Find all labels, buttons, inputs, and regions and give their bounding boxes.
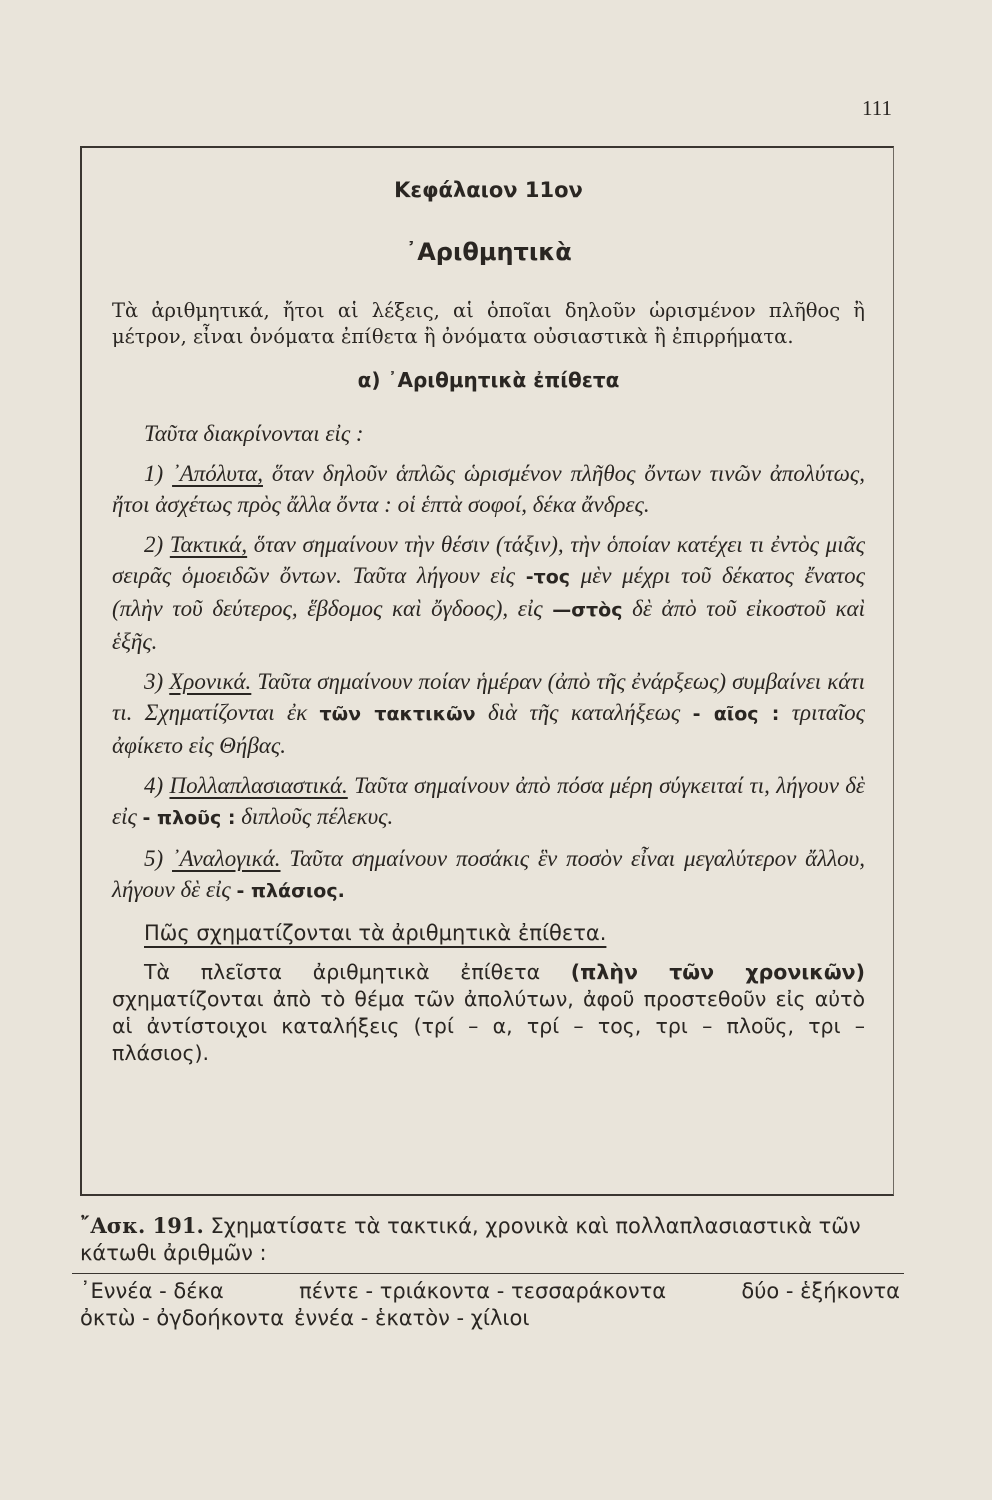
numbers-row-2 xyxy=(80,1305,900,1332)
page-title: ᾿Αριθμητικὰ xyxy=(405,238,572,266)
formation-heading xyxy=(144,921,865,945)
item-number: 3) xyxy=(144,669,170,694)
numbers-row-1 xyxy=(80,1278,900,1305)
item-term: Πολλαπλασιαστικά. xyxy=(169,773,348,798)
exercise-numbers xyxy=(80,1278,900,1332)
item-number: 2) xyxy=(144,532,170,557)
chapter-heading: Κεφάλαιον 11ον xyxy=(394,178,583,202)
item-text: διπλοῦς πέλεκυς. xyxy=(235,804,394,829)
exercise-instruction xyxy=(80,1212,900,1267)
formation-text: σχηματίζονται ἀπὸ τὸ θέμα τῶν ἀπολύτων, ἀφοῦ προστεθοῦν εἰς αὐτὸ αἱ ἀντίστοιχοι καταλήξεις (τρί – α, τρί – τος, τρι – πλοῦς, τρι – πλάσιος). xyxy=(112,987,865,1065)
item-term: ᾿Αναλογικά. xyxy=(172,846,281,871)
item-text: ὅταν δηλοῦν ἁπλῶς ὡρισμένον πλῆθος ὄντων τινῶν ἀπολύτως, ἤτοι ἀσχέτως πρὸς ἄλλα ὄντα : οἱ ἑπτὰ σοφοί, δέκα ἄνδρες. xyxy=(112,461,865,517)
exercise-label: ῎Ασκ. 191. xyxy=(80,1213,204,1238)
exercise-text: Σχηματίσατε τὰ τακτικά, χρονικὰ καὶ πολλαπλασιαστικὰ τῶν κάτωθι ἀριθμῶν : xyxy=(80,1214,861,1265)
section-subheading: α) ᾿Αριθμητικὰ ἐπίθετα xyxy=(357,368,620,392)
intro-paragraph: Τὰ ἀριθμητικά, ἤτοι αἱ λέξεις, αἱ ὁποῖαι δηλοῦν ὡρισμένον πλῆθος ἢ μέτρον, εἶναι ὀνόματα ἐπίθετα ἢ ὀνόματα οὐσιαστικὰ ἢ ἐπιρρήματα. xyxy=(112,299,865,348)
item-term: Χρονικά. xyxy=(169,669,252,694)
box-content xyxy=(112,178,865,1067)
item-suffix: -τος xyxy=(525,566,571,588)
formation-heading-text: Πῶς σχηματίζονται τὰ ἀριθμητικὰ ἐπίθετα. xyxy=(144,921,607,945)
item-text: μὲν μέχρι τοῦ δέκατος ἔνατος (πλὴν τοῦ δεύτερος, ἕβδομος καὶ ὄγδοος), εἰς xyxy=(112,563,865,621)
number-group: πέντε - τριάκοντα - τεσσαράκοντα xyxy=(299,1279,667,1303)
exercise-block xyxy=(80,1212,900,1332)
chapter-box xyxy=(80,146,894,1196)
item-text: ὅταν σημαίνουν τὴν θέσιν (τάξιν), τὴν ὁποίαν κατέχει τι ἐντὸς μιᾶς σειρᾶς ὁμοειδῶν ὄντων. Ταῦτα λήγουν εἰς xyxy=(112,532,865,588)
item-text: διὰ τῆς καταλήξεως xyxy=(475,700,693,725)
lead-line xyxy=(112,418,865,449)
item-absolute xyxy=(112,458,865,520)
item-suffix: —στὸς xyxy=(552,599,623,621)
number-group: δύο - ἑξήκοντα xyxy=(741,1279,900,1303)
item-number: 5) xyxy=(144,846,173,871)
item-bold: τῶν τακτικῶν xyxy=(319,703,476,725)
number-group: ἐννέα - ἑκατὸν - χίλιοι xyxy=(294,1306,530,1330)
item-temporal xyxy=(112,666,865,761)
exercise-divider xyxy=(72,1273,904,1274)
number-group: ᾿Εννέα - δέκα xyxy=(80,1279,224,1303)
number-group: ὀκτὼ - ὀγδοήκοντα xyxy=(80,1306,285,1330)
item-ordinal xyxy=(112,529,865,657)
formation-text: Τὰ πλεῖστα ἀριθμητικὰ ἐπίθετα xyxy=(144,960,571,984)
formation-bold: (πλὴν τῶν χρονικῶν) xyxy=(570,960,865,984)
page-number: 111 xyxy=(862,96,892,120)
item-text: Ταῦτα σημαίνουν ποσάκις ἓν ποσὸν εἶναι μεγαλύτερον ἄλλου, λήγουν δὲ εἰς xyxy=(112,846,865,902)
item-text: δὲ ἀπὸ τοῦ εἰκοστοῦ καὶ ἑξῆς. xyxy=(112,596,865,654)
item-text: Ταῦτα σημαίνουν ἀπὸ πόσα μέρη σύγκειταί τι, λήγουν δὲ εἰς xyxy=(112,773,865,829)
item-text: τριταῖος ἀφίκετο εἰς Θήβας. xyxy=(112,700,865,758)
item-term: Τακτικά, xyxy=(169,532,248,557)
item-suffix: - αῖος : xyxy=(692,703,780,725)
item-text: Ταῦτα σημαίνουν ποίαν ἡμέραν (ἀπὸ τῆς ἐνάρξεως) συμβαίνει κάτι τι. Σχηματίζονται ἐκ xyxy=(112,669,865,725)
item-suffix: - πλάσιος. xyxy=(236,880,345,902)
item-term: ᾿Απόλυτα, xyxy=(172,461,263,486)
item-number: 1) xyxy=(144,461,173,486)
lead-text: Ταῦτα διακρίνονται εἰς : xyxy=(144,421,364,446)
item-proportional xyxy=(112,843,865,907)
formation-paragraph xyxy=(112,959,865,1067)
item-multiplicative xyxy=(112,770,865,834)
item-suffix: - πλοῦς : xyxy=(142,807,236,829)
item-number: 4) xyxy=(144,773,170,798)
numeral-types xyxy=(112,418,865,907)
